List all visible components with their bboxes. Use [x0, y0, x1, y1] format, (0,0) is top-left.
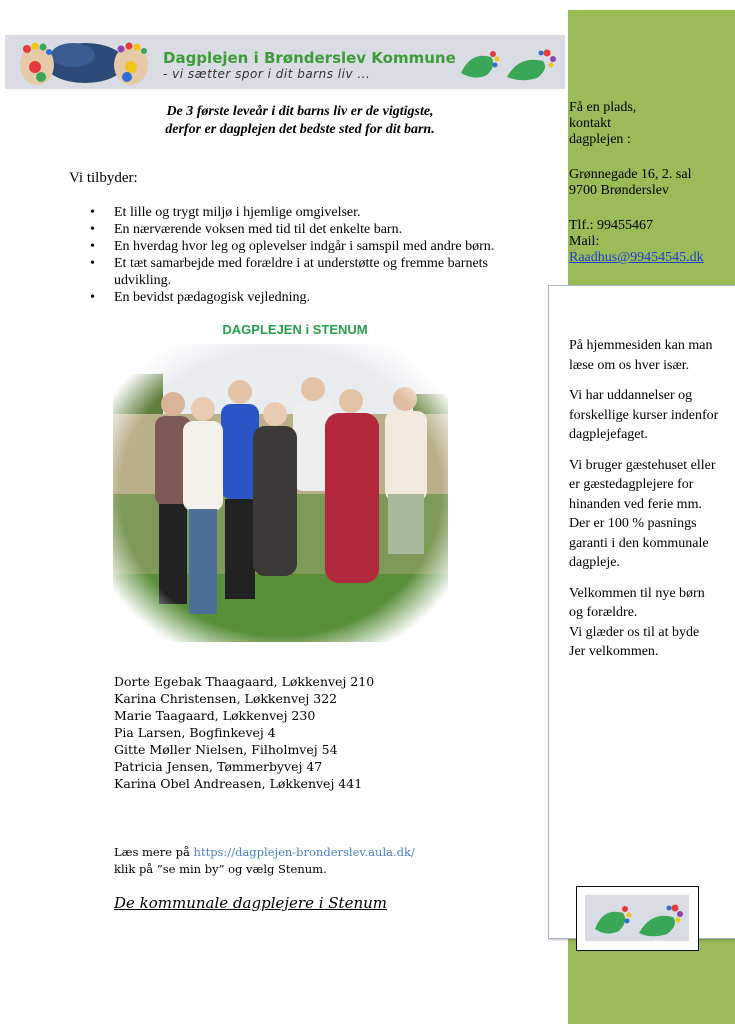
info-text — [569, 336, 719, 673]
contact-address: Grønnegade 16, 2. sal — [569, 167, 692, 182]
list-item: Karina Obel Andreasen, Løkkenvej 441 — [114, 776, 363, 791]
banner-title: Dagplejen i Brønderslev Kommune — [163, 49, 456, 67]
offer-list — [90, 204, 530, 306]
list-item: • En nærværende voksen med tid til det enkelte barn. — [90, 221, 530, 238]
email-link[interactable]: Raadhus@99454545.dk — [569, 250, 704, 265]
contact-address: 9700 Brønderslev — [569, 183, 669, 198]
list-item: Karina Christensen, Løkkenvej 322 — [114, 691, 338, 706]
group-photo — [113, 344, 448, 642]
list-item: Marie Taagaard, Løkkenvej 230 — [114, 708, 316, 723]
painted-feet-icon — [585, 895, 689, 941]
list-item: • Et tæt samarbejde med forældre i at understøtte og fremme barnets udvikling. — [90, 255, 530, 289]
list-item: Gitte Møller Nielsen, Filholmvej 54 — [114, 742, 338, 757]
contact-mail-label: Mail: — [569, 234, 600, 249]
list-item: • Et lille og trygt miljø i hjemlige omgivelser. — [90, 204, 530, 221]
list-item: Patricia Jensen, Tømmerbyvej 47 — [114, 759, 323, 774]
contact-line: dagplejen : — [569, 132, 631, 147]
contact-line: Få en plads, — [569, 100, 637, 115]
list-item: Pia Larsen, Bogfinkevej 4 — [114, 725, 276, 740]
colorful-feet-logo — [13, 37, 153, 87]
intro-text — [100, 103, 500, 139]
contact-phone: Tlf.: 99455467 — [569, 218, 653, 233]
list-item: Dorte Egebak Thaagaard, Løkkenvej 210 — [114, 674, 375, 689]
info-paragraph: På hjemmesiden kan man læse om os hver især. — [569, 338, 713, 373]
bottom-title: De kommunale dagplejere i Stenum — [114, 894, 388, 912]
member-list — [114, 673, 374, 792]
info-paragraph: Vi bruger gæstehuset eller er gæstedagplejere for hinanden ved ferie mm. Der er 100 % pasnings garanti i den kommunale dagpleje. — [569, 457, 716, 570]
info-paragraph: Velkommen til nye børn og forældre. Vi glæder os til at byde Jer velkommen. — [569, 585, 705, 659]
contact-line: kontakt — [569, 116, 611, 131]
painted-feet-icon — [457, 45, 561, 83]
website-link[interactable]: https://dagplejen-bronderslev.aula.dk/ — [193, 845, 415, 859]
read-more-instruction: klik på ”se min by” og vælg Stenum. — [114, 862, 327, 876]
intro-line: De 3 første leveår i dit barns liv er de vigtigste, — [166, 104, 434, 119]
read-more-prefix: Læs mere på — [114, 845, 194, 859]
contact-block — [569, 100, 735, 266]
feet-logo-background — [585, 895, 689, 941]
list-item: • En bevidst pædagogisk vejledning. — [90, 289, 530, 306]
info-paragraph: Vi har uddannelser og forskellige kurser indenfor dagplejefaget. — [569, 388, 719, 442]
offer-label: Vi tilbyder: — [69, 170, 138, 186]
header-banner — [5, 35, 565, 89]
list-item: • En hverdag hvor leg og oplevelser indgår i samspil med andre børn. — [90, 238, 530, 255]
read-more — [114, 844, 415, 878]
intro-line: derfor er dagplejen det bedste sted for dit barn. — [165, 122, 435, 137]
banner-slogan: - vi sætter spor i dit barns liv ... — [163, 67, 371, 81]
section-title: DAGPLEJEN i STENUM — [222, 322, 368, 337]
feet-logo-box — [576, 886, 699, 951]
